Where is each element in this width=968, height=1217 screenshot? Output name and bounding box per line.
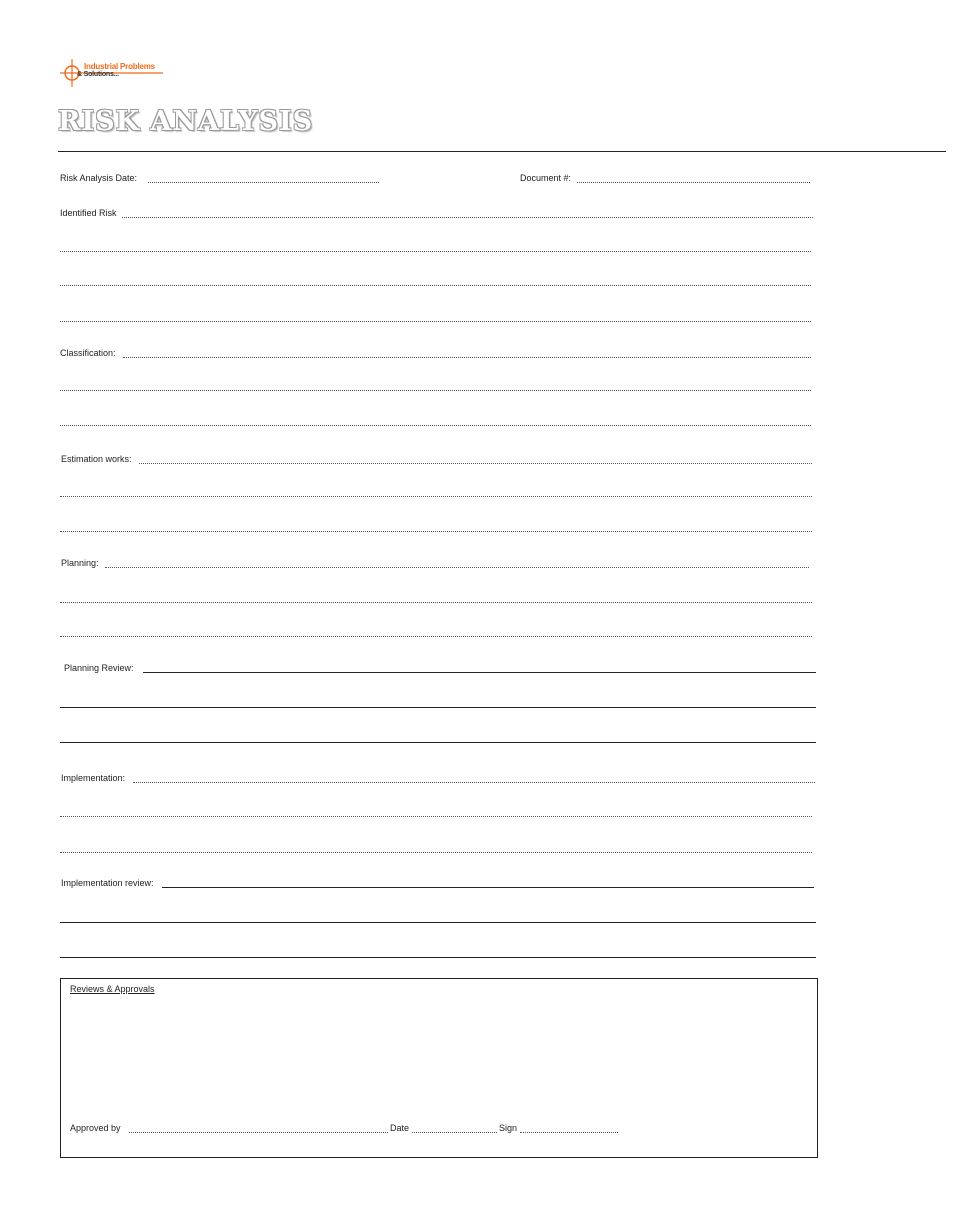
implementation-field[interactable] [133, 782, 815, 783]
identified-risk-line[interactable] [60, 285, 811, 286]
planning-label: Planning: [61, 558, 99, 568]
approved-by-label: Approved by [70, 1123, 121, 1133]
document-title: RISK ANALYSIS [58, 106, 314, 137]
implementation-line[interactable] [60, 852, 812, 853]
approval-sign-field[interactable] [520, 1132, 618, 1133]
header-divider [58, 151, 946, 152]
implementation-review-field[interactable] [162, 887, 814, 888]
implementation-review-line[interactable] [60, 922, 816, 923]
planning-line[interactable] [60, 602, 812, 603]
company-logo [57, 56, 167, 92]
planning-review-line[interactable] [60, 707, 816, 708]
approval-sign-label: Sign [499, 1123, 518, 1133]
identified-risk-line[interactable] [60, 321, 811, 322]
estimation-works-field[interactable] [139, 463, 812, 464]
implementation-review-label: Implementation review: [61, 878, 154, 888]
estimation-works-line[interactable] [60, 531, 812, 532]
identified-risk-line[interactable] [60, 251, 811, 252]
implementation-line[interactable] [60, 816, 812, 817]
classification-label: Classification: [60, 348, 116, 358]
approval-date-field[interactable] [412, 1132, 497, 1133]
planning-line[interactable] [60, 636, 812, 637]
document-number-field[interactable] [577, 182, 810, 183]
planning-review-field[interactable] [143, 672, 816, 673]
risk-analysis-date-field[interactable] [148, 182, 379, 183]
identified-risk-label: Identified Risk [60, 208, 117, 218]
approval-date-label: Date [390, 1123, 410, 1133]
estimation-works-line[interactable] [60, 496, 812, 497]
reviews-approvals-title: Reviews & Approvals [70, 984, 155, 994]
implementation-review-line[interactable] [60, 957, 816, 958]
document-number-label: Document #: [520, 173, 572, 183]
classification-line[interactable] [60, 425, 811, 426]
classification-line[interactable] [60, 390, 811, 391]
approved-by-field[interactable] [129, 1132, 388, 1133]
estimation-works-label: Estimation works: [61, 454, 132, 464]
planning-field[interactable] [105, 567, 809, 568]
planning-review-line[interactable] [60, 742, 816, 743]
logo-line-1: Industrial Problems [84, 62, 155, 71]
risk-analysis-date-label: Risk Analysis Date: [60, 173, 138, 183]
logo-line-2: & Solutions... [77, 71, 119, 78]
identified-risk-field[interactable] [122, 217, 813, 218]
implementation-label: Implementation: [61, 773, 126, 783]
reviews-approvals-box [60, 978, 818, 1158]
planning-review-label: Planning Review: [64, 663, 134, 673]
classification-field[interactable] [123, 357, 811, 358]
